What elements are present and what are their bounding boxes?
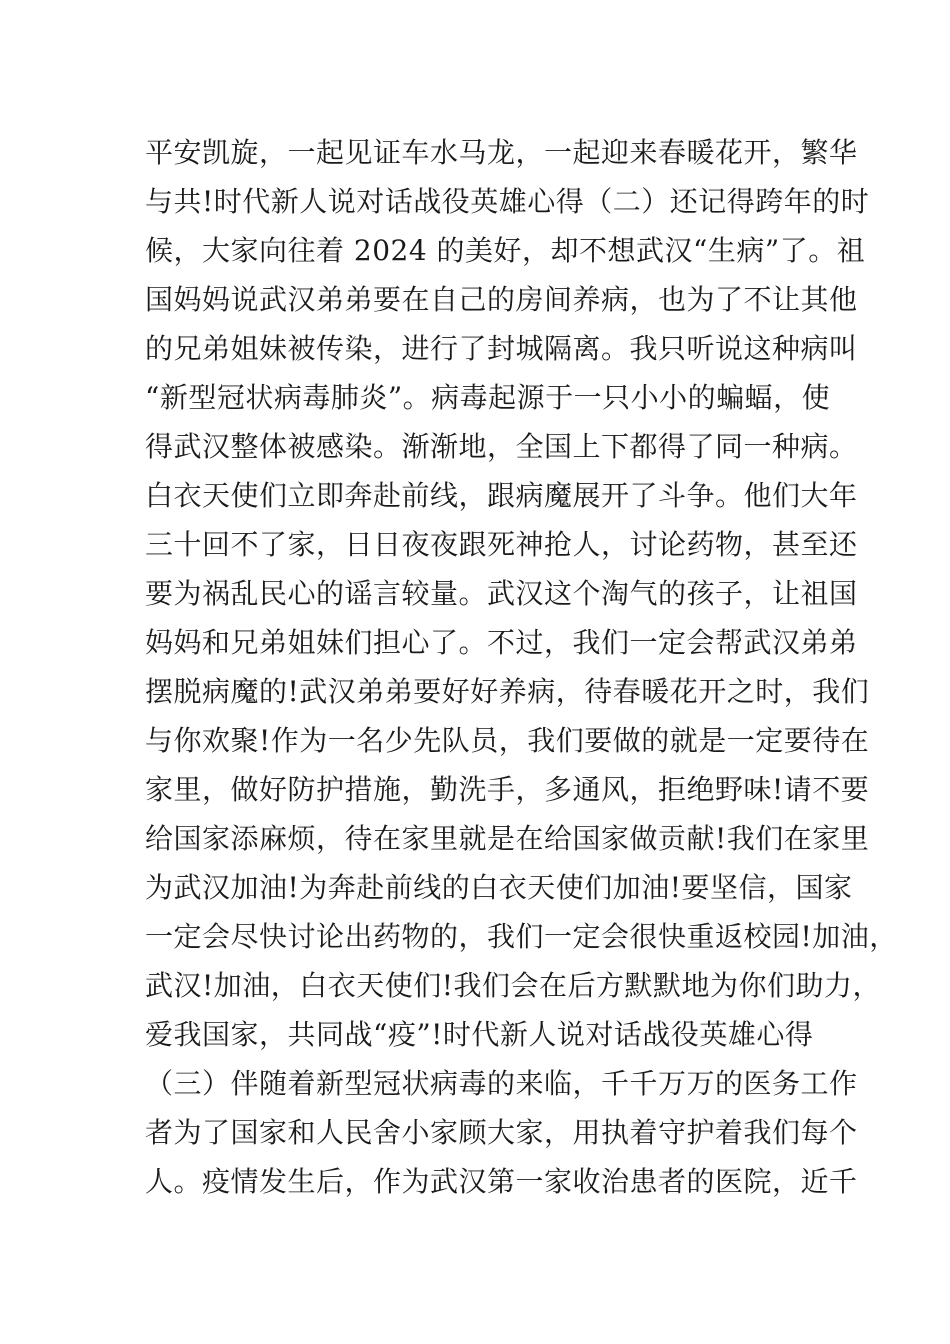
text-line: 国妈妈说武汉弟弟要在自己的房间养病，也为了不让其他: [145, 283, 858, 316]
text-line: 得武汉整体被感染。渐渐地，全国上下都得了同一种病。: [145, 430, 858, 463]
text-line: 者为了国家和人民舍小家顾大家，用执着守护着我们每个: [145, 1116, 858, 1149]
text-line: 候，大家向往着 2024 的美好，却不想武汉“生病”了。祖: [145, 234, 866, 267]
text-line: 三十回不了家，日日夜夜跟死神抢人，讨论药物，甚至还: [145, 528, 858, 561]
text-line: 人。疫情发生后，作为武汉第一家收治患者的医院，近千: [145, 1165, 858, 1198]
text-line: 与你欢聚!作为一名少先队员，我们要做的就是一定要待在: [145, 724, 870, 757]
text-line: 妈妈和兄弟姐妹们担心了。不过，我们一定会帮武汉弟弟: [145, 626, 858, 659]
text-line: 家里，做好防护措施，勤洗手，多通风，拒绝野味!请不要: [145, 773, 870, 806]
text-line: 一定会尽快讨论出药物的，我们一定会很快重返校园!加油，: [145, 920, 898, 953]
text-line: 给国家添麻烦，待在家里就是在给国家做贡献!我们在家里: [145, 822, 870, 855]
text-line: 要为祸乱民心的谣言较量。武汉这个淘气的孩子，让祖国: [145, 577, 858, 610]
text-line: 平安凯旋，一起见证车水马龙，一起迎来春暖花开，繁华: [145, 136, 858, 169]
text-line: 爱我国家，共同战“疫”!时代新人说对话战役英雄心得: [145, 1018, 814, 1051]
text-line: 为武汉加油!为奔赴前线的白衣天使们加油!要坚信，国家: [145, 871, 853, 904]
text-line: （三）伴随着新型冠状病毒的来临，千千万万的医务工作: [145, 1067, 858, 1100]
text-line: “新型冠状病毒肺炎”。病毒起源于一只小小的蝙蝠，使: [145, 381, 831, 414]
text-line: 白衣天使们立即奔赴前线，跟病魔展开了斗争。他们大年: [145, 479, 858, 512]
body-text: [145, 128, 898, 1206]
text-line: 武汉!加油，白衣天使们!我们会在后方默默地为你们助力，: [145, 969, 882, 1002]
text-line: 的兄弟姐妹被传染，进行了封城隔离。我只听说这种病叫: [145, 332, 858, 365]
text-line: 摆脱病魔的!武汉弟弟要好好养病，待春暖花开之时，我们: [145, 675, 870, 708]
text-line: 与共!时代新人说对话战役英雄心得（二）还记得跨年的时: [145, 185, 870, 218]
